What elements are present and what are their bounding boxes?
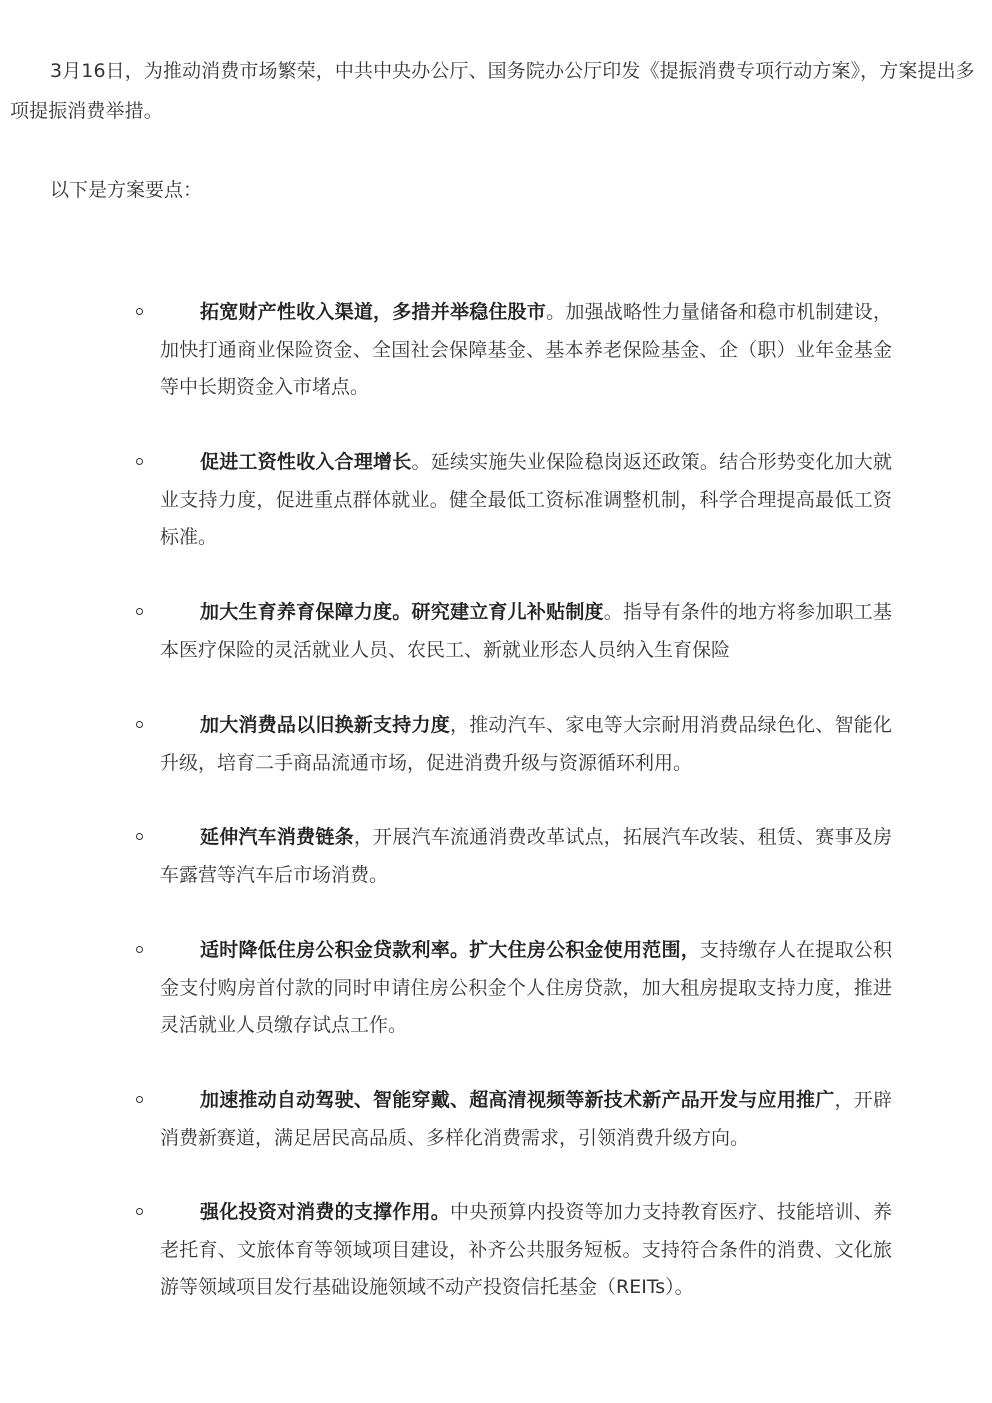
point-heading: 促进工资性收入合理增长 — [200, 451, 412, 473]
hollow-circle-bullet-icon — [136, 721, 143, 728]
point-body: ，推动汽车、家电等大宗耐用消费品绿色化、智能化升级，培育二手商品流通市场，促进消费升级与资源循环利用。 — [160, 714, 892, 774]
point-heading: 拓宽财产性收入渠道，多措并举稳住股市 — [200, 301, 547, 323]
list-item — [160, 707, 892, 782]
point-body: 中央预算内投资等加力支持教育医疗、技能培训、养老托育、文旅体育等领域项目建设，补齐公共服务短板。支持符合条件的消费、文化旅游等领域项目发行基础设施领域不动产投资信托基金（REITs）。 — [160, 1201, 892, 1298]
point-heading: 强化投资对消费的支撑作用。 — [200, 1201, 450, 1223]
list-item — [160, 444, 892, 557]
point-heading: 加大生育养育保障力度。研究建立育儿补贴制度 — [200, 601, 604, 623]
list-item — [160, 594, 892, 669]
hollow-circle-bullet-icon — [136, 308, 143, 315]
list-item — [160, 819, 892, 894]
point-heading: 加大消费品以旧换新支持力度 — [200, 714, 450, 736]
hollow-circle-bullet-icon — [136, 833, 143, 840]
hollow-circle-bullet-icon — [136, 1096, 143, 1103]
intro-paragraph: 3月16日，为推动消费市场繁荣，中共中央办公厅、国务院办公厅印发《提振消费专项行动方案》，方案提出多项提振消费举措。 — [10, 60, 975, 122]
list-item — [160, 1082, 892, 1157]
section-subtitle: 以下是方案要点： — [50, 179, 203, 201]
hollow-circle-bullet-icon — [136, 946, 143, 953]
point-body: 。延续实施失业保险稳岗返还政策。结合形势变化加大就业支持力度，促进重点群体就业。健全最低工资标准调整机制，科学合理提高最低工资标准。 — [160, 451, 892, 548]
hollow-circle-bullet-icon — [136, 1208, 143, 1215]
point-body: ，开辟消费新赛道，满足居民高品质、多样化消费需求，引领消费升级方向。 — [160, 1089, 892, 1149]
point-body: 。加强战略性力量储备和稳市机制建设，加快打通商业保险资金、全国社会保障基金、基本养老保险基金、企（职）业年金基金等中长期资金入市堵点。 — [160, 301, 892, 398]
point-heading: 适时降低住房公积金贷款利率。扩大住房公积金使用范围， — [200, 939, 700, 961]
point-body: 。指导有条件的地方将参加职工基本医疗保险的灵活就业人员、农民工、新就业形态人员纳入生育保险 — [160, 601, 892, 661]
list-item — [160, 294, 892, 407]
point-body: 支持缴存人在提取公积金支付购房首付款的同时申请住房公积金个人住房贷款，加大租房提取支持力度，推进灵活就业人员缴存试点工作。 — [160, 939, 892, 1036]
hollow-circle-bullet-icon — [136, 458, 143, 465]
point-body: ，开展汽车流通消费改革试点，拓展汽车改装、租赁、赛事及房车露营等汽车后市场消费。 — [160, 826, 892, 886]
list-item — [160, 932, 892, 1045]
point-heading: 延伸汽车消费链条 — [200, 826, 354, 848]
list-item — [160, 1194, 892, 1307]
point-heading: 加速推动自动驾驶、智能穿戴、超高清视频等新技术新产品开发与应用推广 — [200, 1089, 835, 1111]
hollow-circle-bullet-icon — [136, 608, 143, 615]
